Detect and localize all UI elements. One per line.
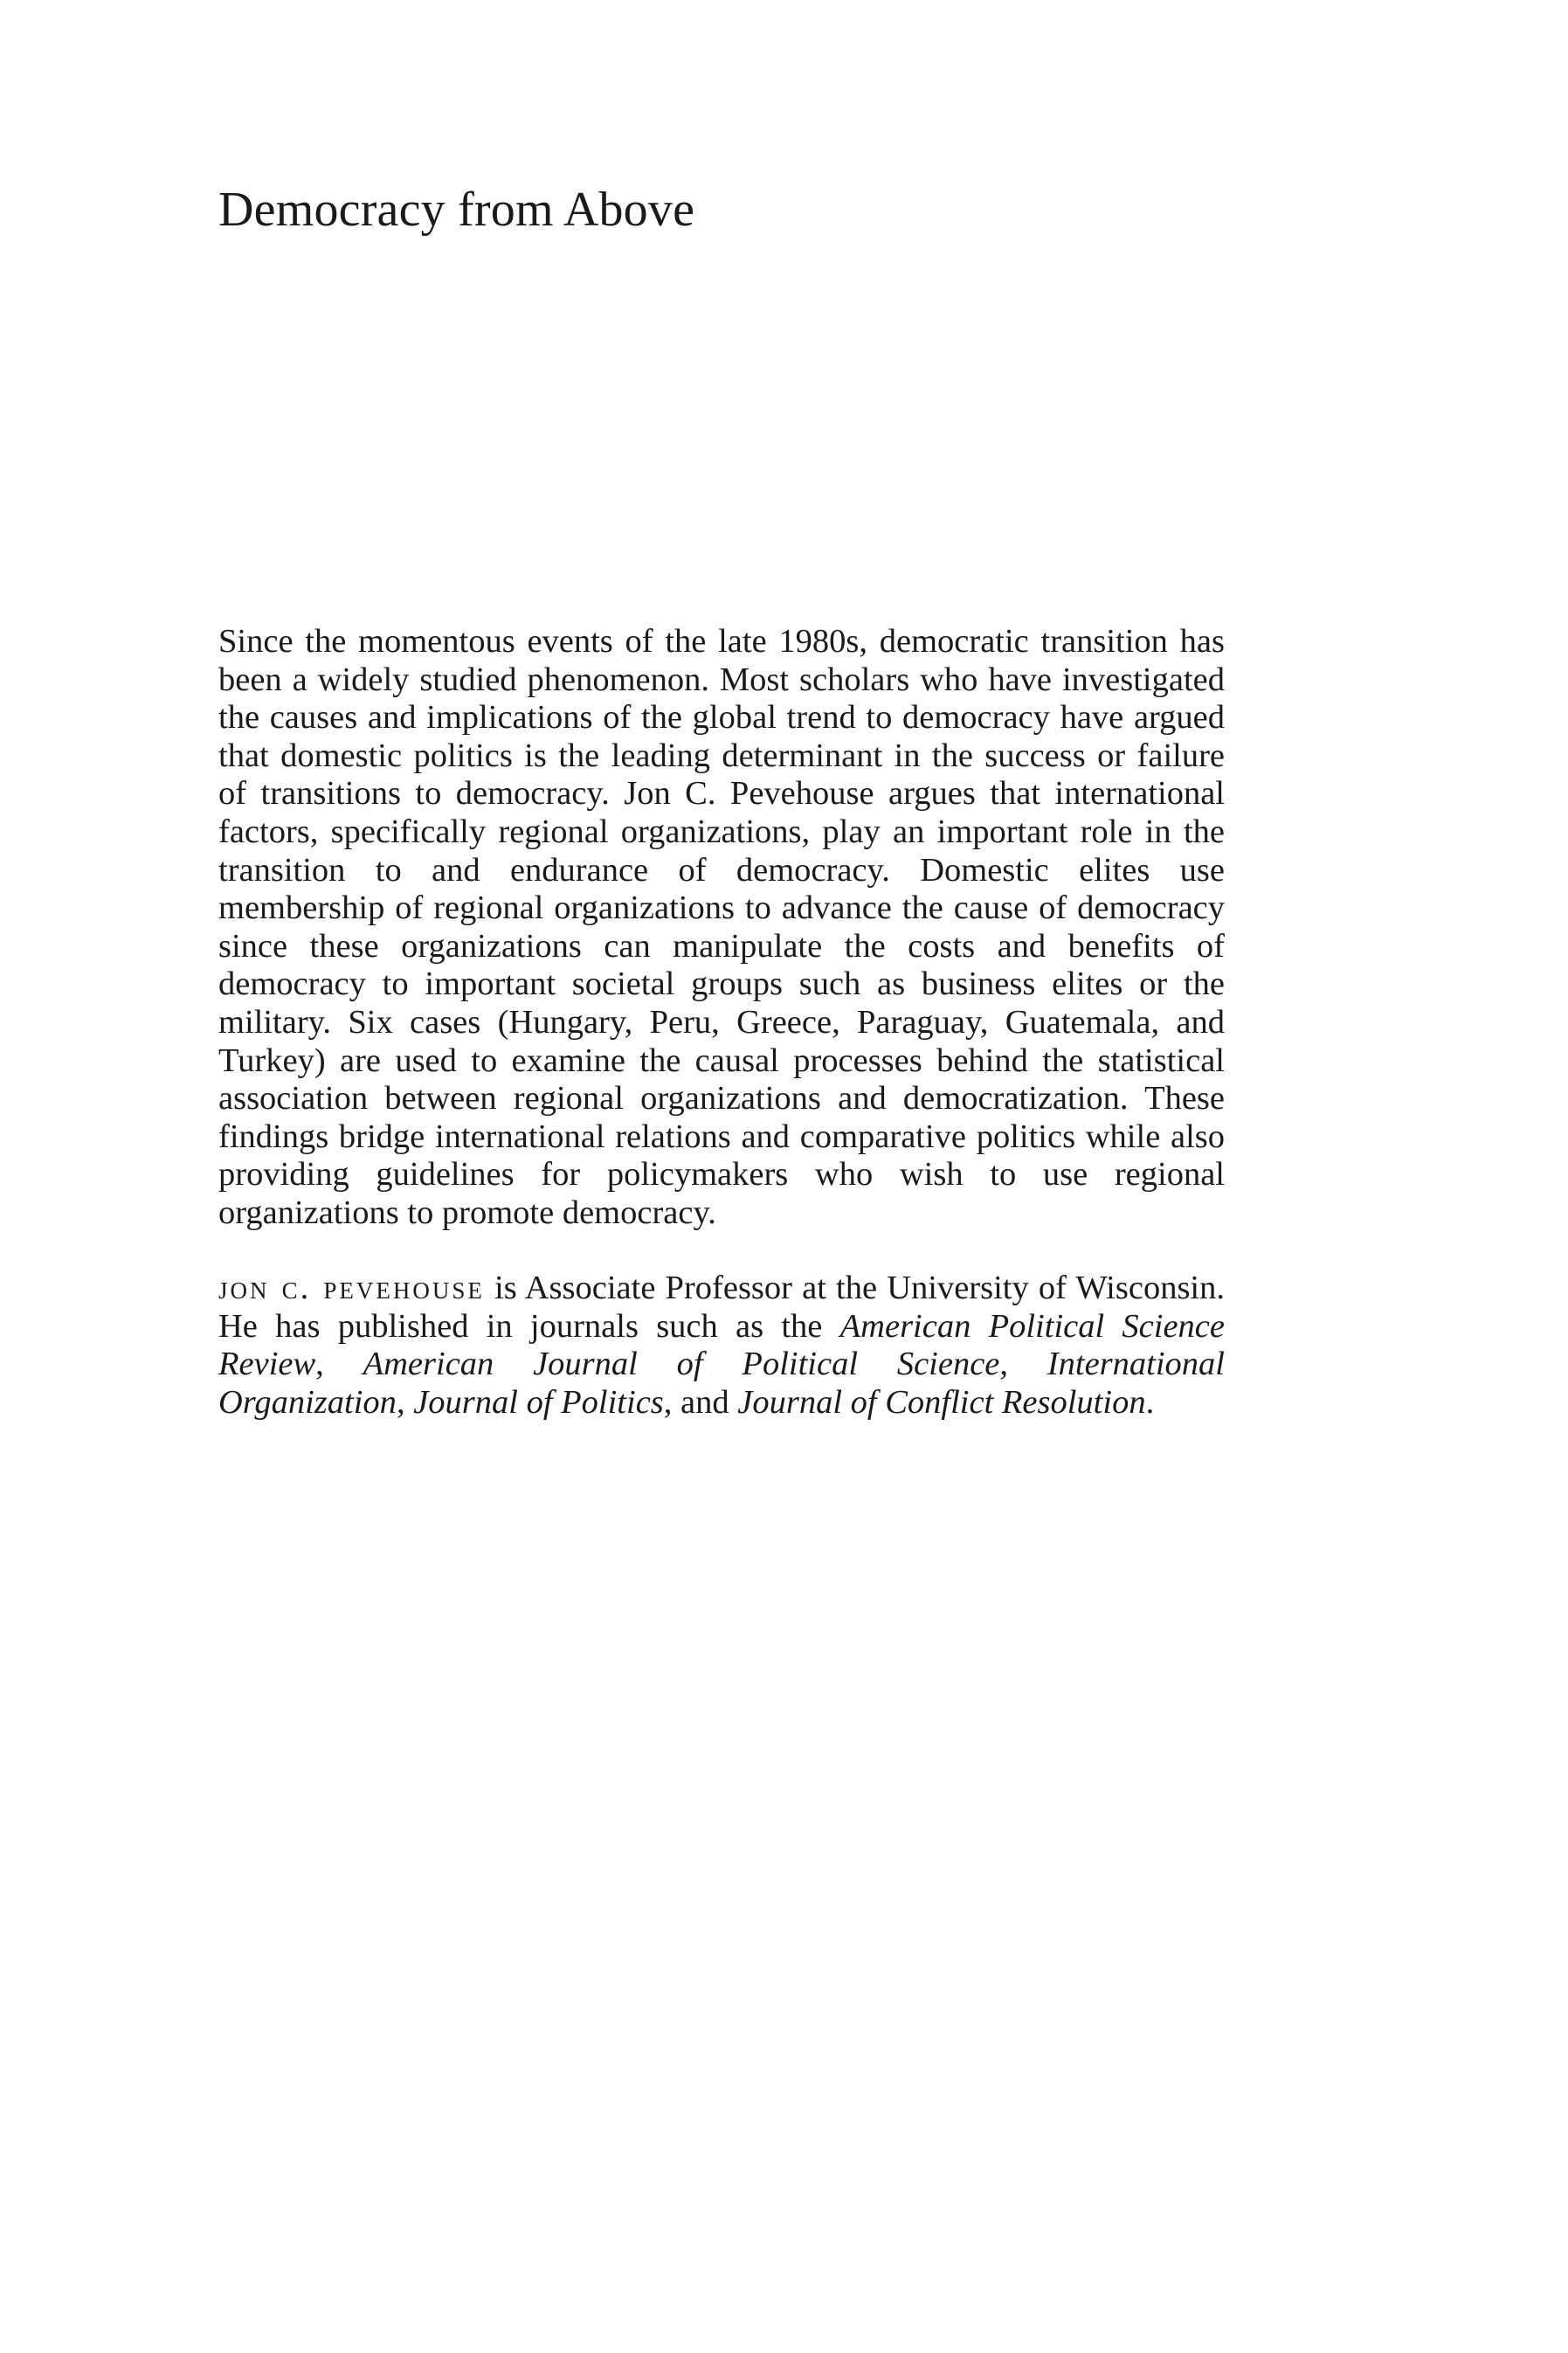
separator: , and <box>663 1383 729 1421</box>
author-bio <box>218 1270 1225 1422</box>
separator: , <box>315 1346 324 1383</box>
separator: , <box>999 1346 1009 1383</box>
separator: , <box>396 1383 405 1421</box>
separator: . <box>1145 1383 1155 1421</box>
journal-title: Journal of Politics <box>413 1383 664 1421</box>
book-description: Since the momentous events of the late 1980s, democratic transition has been a widely studied phenomenon. Most scholars who have investigated the causes and implications of the global trend to democracy have argued that domestic politics is the leading determinant in the success or failure of transitions to democracy. Jon C. Pevehouse argues that international factors, specifically regional organizations, play an important role in the transition to and endurance of democracy. Domestic elites use membership of regional organizations to advance the cause of democracy since these organizations can manipulate the costs and benefits of democracy to important societal groups such as business elites or the military. Six cases (Hungary, Peru, Greece, Paraguay, Guatemala, and Turkey) are used to examine the causal processes behind the statistical association between regional organizations and democratization. These findings bridge international relations and comparative politics while also providing guidelines for policymakers who wish to use regional organizations to promote democracy. <box>218 623 1225 1231</box>
author-bio-intro: is Associate Professor at the University of Wisconsin. He has published in journals such as the <box>218 1270 1225 1345</box>
book-title: Democracy from Above <box>218 183 695 237</box>
journal-title: Journal of Conflict Resolution <box>737 1383 1146 1421</box>
author-name: jon c. pevehouse <box>218 1270 485 1306</box>
journal-title: American Journal of Political Science <box>363 1346 1000 1383</box>
journal-title: International Organization <box>218 1346 1226 1421</box>
journal-title: American Political Science Review <box>218 1307 1225 1383</box>
